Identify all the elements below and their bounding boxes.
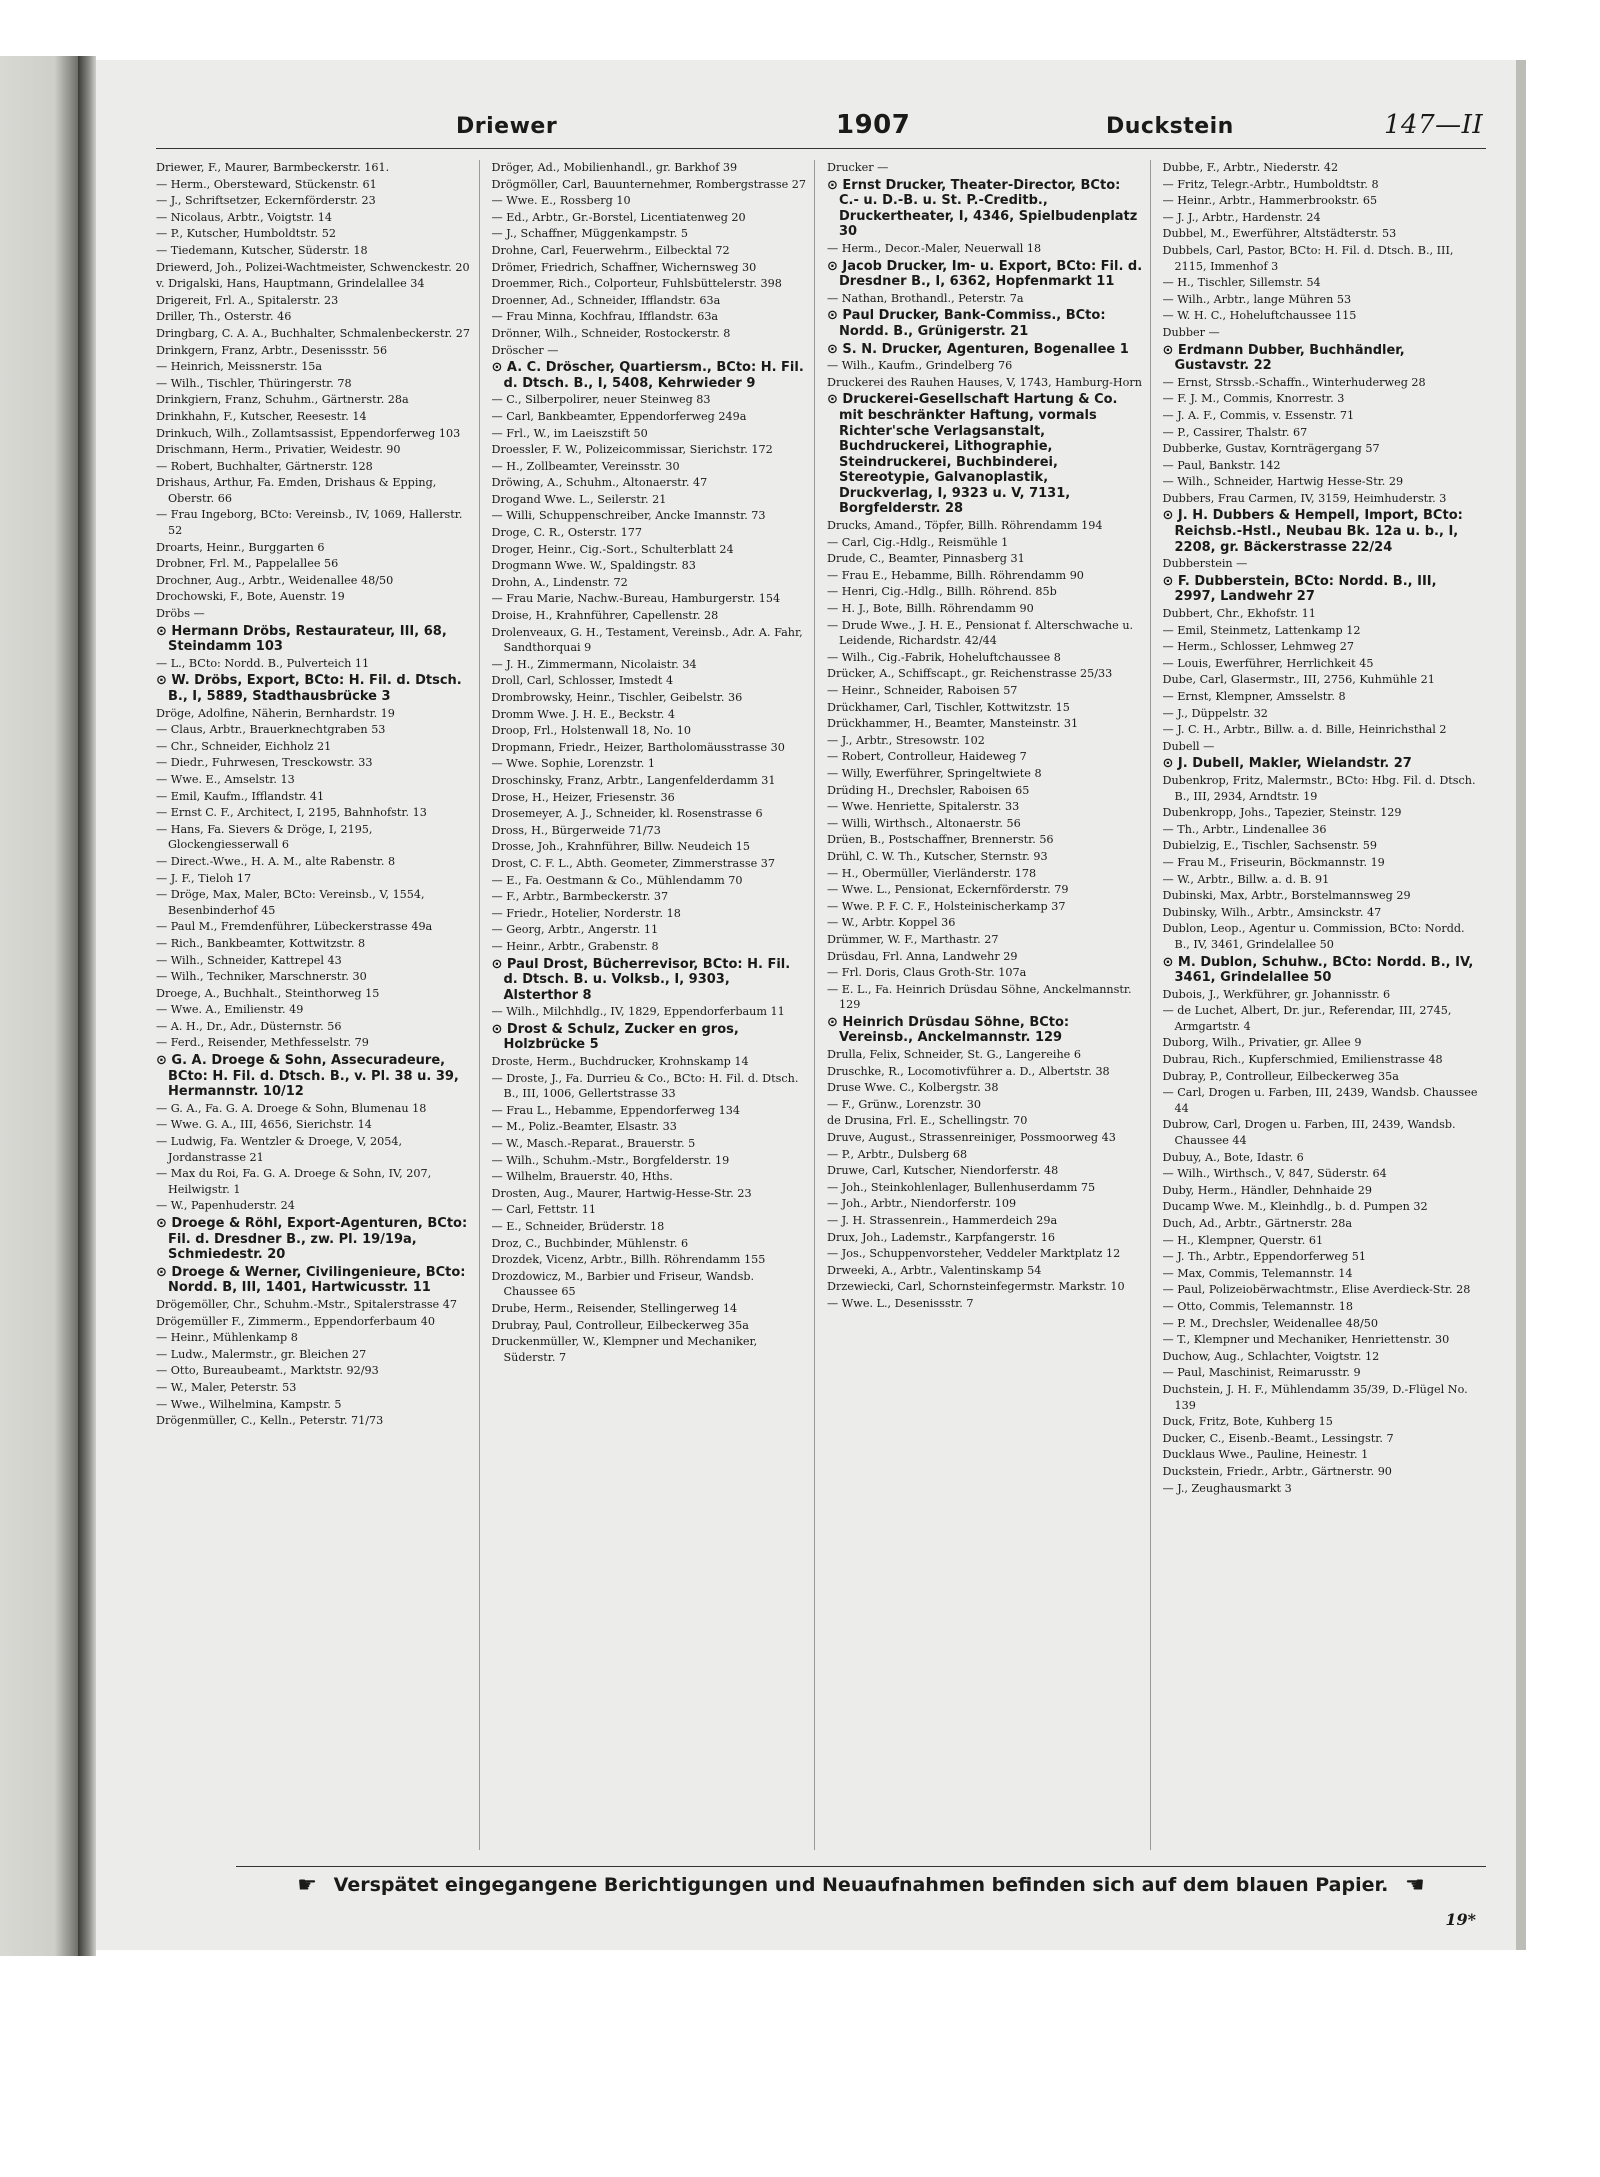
directory-entry: Drümmer, W. F., Marthastr. 27 — [827, 932, 999, 946]
directory-entry: ⊙ Druckerei-Gesellschaft Hartung & Co. mit beschränkter Haftung, vormals Richter'sche Verlagsanstalt, Buchdruckerei, Lithographie, Steindruckerei, Buchbinderei, Stereotypie, Galvanoplastik, Druckverlag, I, 9323 u. V, 7131, Borgfelderstr. 28 — [827, 392, 1118, 517]
directory-entry: — Diedr., Fuhrwesen, Tresckowstr. 33 — [156, 756, 373, 770]
directory-entry: Dubois, J., Werkführer, gr. Johannisstr. 6 — [1162, 987, 1391, 1001]
directory-entry: Druse Wwe. C., Kolbergstr. 38 — [827, 1081, 999, 1095]
directory-entry: de Drusina, Frl. E., Schellingstr. 70 — [827, 1114, 1028, 1128]
directory-entry: Dubell — — [1162, 739, 1215, 753]
directory-entry: Drombrowsky, Heinr., Tischler, Geibelstr. 36 — [491, 691, 743, 704]
directory-entry: — M., Poliz.-Beamter, Elsastr. 33 — [491, 1120, 677, 1134]
directory-entry: — Wwe. L., Pensionat, Eckernförderstr. 79 — [827, 883, 1069, 897]
directory-entry: Drozdek, Vicenz, Arbtr., Billh. Röhrendamm 155 — [491, 1253, 766, 1267]
directory-entry: — Tiedemann, Kutscher, Süderstr. 18 — [156, 243, 368, 257]
directory-entry: Dubbel, M., Ewerführer, Altstädterstr. 53 — [1162, 227, 1397, 241]
directory-entry: — Ludwig, Fa. Wentzler & Droege, V, 2054, Jordanstrasse 21 — [156, 1135, 403, 1164]
directory-entry: — Frl. Doris, Claus Groth-Str. 107a — [827, 966, 1027, 980]
book-spine — [78, 56, 96, 1956]
directory-page — [96, 60, 1526, 1950]
directory-entry: — Herm., Decor.-Maler, Neuerwall 18 — [827, 241, 1042, 255]
directory-entry: — Ed., Arbtr., Gr.-Borstel, Licentiatenweg 20 — [491, 210, 746, 224]
directory-entry: Drönner, Wilh., Schneider, Rostockerstr. 8 — [491, 326, 731, 340]
directory-entry: — Jos., Schuppenvorsteher, Veddeler Marktplatz 12 — [827, 1247, 1121, 1261]
directory-entry: — Frl., W., im Laeiszstift 50 — [491, 426, 648, 440]
directory-entry: — Wilh., Tischler, Thüringerstr. 78 — [156, 376, 352, 390]
directory-entry: — W. H. C., Hoheluftchaussee 115 — [1162, 309, 1357, 323]
directory-entry: — W., Papenhuderstr. 24 — [156, 1199, 295, 1213]
directory-entry: — Georg, Arbtr., Angerstr. 11 — [491, 923, 659, 937]
column-3 — [827, 160, 1151, 1850]
directory-entry: Drohn, A., Lindenstr. 72 — [491, 575, 628, 589]
directory-entry: — Carl, Drogen u. Farben, III, 2439, Wandsb. Chaussee 44 — [1162, 1086, 1478, 1115]
directory-entry: — H. J., Bote, Billh. Röhrendamm 90 — [827, 602, 1034, 616]
column-2 — [492, 160, 816, 1850]
directory-entry: — Louis, Ewerführer, Herrlichkeit 45 — [1162, 656, 1374, 670]
directory-entry: — Otto, Bureaubeamt., Marktstr. 92/93 — [156, 1364, 379, 1378]
directory-entry: — Carl, Cig.-Hdlg., Reismühle 1 — [827, 535, 1009, 549]
header-year: 1907 — [836, 110, 911, 140]
directory-entry: ⊙ F. Dubberstein, BCto: Nordd. B., III, 2997, Landwehr 27 — [1162, 573, 1437, 605]
directory-entry: — Wilh., Schneider, Hartwig Hesse-Str. 29 — [1162, 475, 1404, 489]
directory-entry: Droenner, Ad., Schneider, Ifflandstr. 63a — [491, 293, 721, 307]
directory-entry: — Wilh., Schuhm.-Mstr., Borgfelderstr. 19 — [491, 1153, 730, 1167]
directory-entry: Droop, Frl., Holstenwall 18, No. 10 — [491, 724, 692, 738]
directory-entry: — Joh., Arbtr., Niendorferstr. 109 — [827, 1197, 1017, 1211]
directory-entry: — J. A. F., Commis, v. Essenstr. 71 — [1162, 408, 1355, 422]
directory-entry: Drinkhahn, F., Kutscher, Reesestr. 14 — [156, 409, 367, 423]
directory-entry: Drögemüller F., Zimmerm., Eppendorferbaum 40 — [156, 1314, 435, 1328]
directory-entry: Ducklaus Wwe., Pauline, Heinestr. 1 — [1162, 1448, 1369, 1462]
directory-entry: Duborg, Wilh., Privatier, gr. Allee 9 — [1162, 1036, 1362, 1050]
directory-entry: Drozdowicz, M., Barbier und Friseur, Wandsb. Chaussee 65 — [491, 1269, 755, 1299]
directory-entry: Dross, H., Bürgerweide 71/73 — [491, 823, 661, 837]
directory-entry: v. Drigalski, Hans, Hauptmann, Grindelallee 34 — [156, 277, 425, 291]
directory-entry: Drweeki, A., Arbtr., Valentinskamp 54 — [827, 1263, 1042, 1277]
directory-entry: Dubenkrop, Fritz, Malermstr., BCto: Hbg. Fil. d. Dtsch. B., III, 2934, Arndtstr. 19 — [1162, 773, 1476, 803]
directory-columns — [156, 160, 1486, 1850]
directory-entry: Dubray, P., Controlleur, Eilbeckerweg 35a — [1162, 1069, 1399, 1083]
directory-entry: — W., Masch.-Reparat., Brauerstr. 5 — [491, 1137, 696, 1151]
directory-entry: ⊙ Paul Drost, Bücherrevisor, BCto: H. Fil. d. Dtsch. B. u. Volksb., I, 9303, Alsterthor 8 — [491, 956, 791, 1003]
directory-entry: — H., Obermüller, Vierländerstr. 178 — [827, 866, 1037, 880]
directory-entry: — Nicolaus, Arbtr., Voigtstr. 14 — [156, 210, 333, 224]
page-footer-notice — [236, 1866, 1486, 1907]
directory-entry: Druckenmüller, W., Klempner und Mechaniker, Süderstr. 7 — [491, 1335, 758, 1364]
directory-entry: — Wilh., Milchhdlg., IV, 1829, Eppendorferbaum 11 — [491, 1005, 785, 1019]
directory-entry: Drogmann Wwe. W., Spaldingstr. 83 — [491, 559, 696, 573]
directory-entry: Dröger, Ad., Mobilienhandl., gr. Barkhof 39 — [491, 161, 738, 174]
directory-entry: Dubinsky, Wilh., Arbtr., Amsinckstr. 47 — [1162, 905, 1382, 919]
directory-entry: — Heinr., Schneider, Raboisen 57 — [827, 684, 1018, 697]
directory-entry: — Wilh., Schneider, Kattrepel 43 — [156, 953, 342, 967]
directory-entry: — Paul M., Fremdenführer, Lübeckerstrasse 49a — [156, 920, 433, 934]
directory-entry: Droarts, Heinr., Burggarten 6 — [156, 540, 325, 554]
directory-entry: Dubbels, Carl, Pastor, BCto: H. Fil. d. Dtsch. B., III, 2115, Immenhof 3 — [1162, 243, 1454, 273]
directory-entry: Druschke, R., Locomotivführer a. D., Albertstr. 38 — [827, 1064, 1110, 1078]
directory-entry: Druve, August., Strassenreiniger, Possmoorweg 43 — [827, 1131, 1116, 1145]
directory-entry: Drinkgiern, Franz, Schuhm., Gärtnerstr. 28a — [156, 393, 409, 407]
footer-notice-text: Verspätet eingegangene Berichtigungen und Neuaufnahmen befinden sich auf dem blauen Papier. — [333, 1874, 1389, 1896]
directory-entry: — P. M., Drechsler, Weidenallee 48/50 — [1162, 1316, 1378, 1330]
directory-entry: ⊙ S. N. Drucker, Agenturen, Bogenallee 1 — [827, 341, 1129, 357]
directory-entry: Dropmann, Friedr., Heizer, Bartholomäusstrasse 30 — [491, 740, 785, 754]
directory-entry: — Willi, Wirthsch., Altonaerstr. 56 — [827, 816, 1021, 830]
header-last-name: Duckstein — [1106, 114, 1234, 139]
directory-entry: Drosse, Joh., Krahnführer, Billw. Neudeich 15 — [491, 840, 750, 854]
directory-entry: — Wwe., Wilhelmina, Kampstr. 5 — [156, 1397, 342, 1411]
directory-entry: Drinkuch, Wilh., Zollamtsassist, Eppendorferweg 103 — [156, 426, 461, 440]
directory-entry: Drude, C., Beamter, Pinnasberg 31 — [827, 552, 1025, 566]
directory-entry: ⊙ G. A. Droege & Sohn, Assecuradeure, BCto: H. Fil. d. Dtsch. B., v. Pl. 38 u. 39, Hermannstr. 10/12 — [156, 1053, 459, 1100]
directory-entry: — Hans, Fa. Sievers & Dröge, I, 2195, Glockengiesserwall 6 — [156, 822, 373, 852]
directory-entry: — Wilh., Wirthsch., V, 847, Süderstr. 64 — [1162, 1167, 1387, 1181]
directory-entry: — E., Fa. Oestmann & Co., Mühlendamm 70 — [491, 873, 743, 887]
directory-entry: — Robert, Controlleur, Haideweg 7 — [827, 750, 1027, 764]
directory-entry: — Heinr., Arbtr., Grabenstr. 8 — [491, 939, 659, 953]
directory-entry: Drose, H., Heizer, Friesenstr. 36 — [491, 790, 675, 804]
directory-entry: — T., Klempner und Mechaniker, Henriettenstr. 30 — [1162, 1333, 1450, 1347]
directory-entry: Dubrau, Rich., Kupferschmied, Emilienstrasse 48 — [1162, 1053, 1443, 1067]
directory-entry: Drubray, Paul, Controlleur, Eilbeckerweg 35a — [491, 1318, 749, 1332]
directory-entry: Drishaus, Arthur, Fa. Emden, Drishaus & Epping, Oberstr. 66 — [156, 476, 437, 505]
directory-entry: Drobner, Frl. M., Pappelallee 56 — [156, 557, 339, 571]
directory-entry: Droege, A., Buchhalt., Steinthorweg 15 — [156, 986, 380, 1000]
page-number: 147—II — [1384, 110, 1484, 140]
directory-entry: Drucks, Amand., Töpfer, Billh. Röhrendamm 194 — [827, 519, 1103, 533]
directory-entry: ⊙ Ernst Drucker, Theater-Director, BCto: C.- u. D.-B. u. St. P.-Creditb., Druckertheater, I, 4346, Spielbudenplatz 30 — [827, 177, 1138, 240]
directory-entry: Droll, Carl, Schlosser, Imstedt 4 — [491, 674, 674, 688]
directory-entry: — Frau Ingeborg, BCto: Vereinsb., IV, 1069, Hallerstr. 52 — [156, 508, 463, 538]
directory-entry: Druckerei des Rauhen Hauses, V, 1743, Hamburg-Horn — [827, 375, 1142, 389]
directory-entry: Dubuy, A., Bote, Idastr. 6 — [1162, 1150, 1304, 1164]
directory-entry: Drögenmüller, C., Kelln., Peterstr. 71/73 — [156, 1414, 384, 1428]
directory-entry: — Frau E., Hebamme, Billh. Röhrendamm 90 — [827, 568, 1084, 582]
directory-entry: — P., Cassirer, Thalstr. 67 — [1162, 425, 1308, 439]
directory-entry: Driewer, F., Maurer, Barmbeckerstr. 161. — [156, 161, 390, 174]
directory-entry: — J., Düppelstr. 32 — [1162, 706, 1268, 720]
directory-entry: — Joh., Steinkohlenlager, Bullenhuserdamm 75 — [827, 1180, 1096, 1194]
directory-entry: — G. A., Fa. G. A. Droege & Sohn, Blumenau 18 — [156, 1101, 427, 1115]
directory-entry: Ducker, C., Eisenb.-Beamt., Lessingstr. 7 — [1162, 1431, 1394, 1445]
directory-entry: Dubberke, Gustav, Kornträgergang 57 — [1162, 442, 1380, 456]
directory-entry: — Otto, Commis, Telemannstr. 18 — [1162, 1299, 1354, 1313]
directory-entry: Dubinski, Max, Arbtr., Borstelmannsweg 29 — [1162, 889, 1411, 903]
directory-entry: Drücker, A., Schiffscapt., gr. Reichenstrasse 25/33 — [827, 667, 1113, 681]
directory-entry: — Wwe. Henriette, Spitalerstr. 33 — [827, 800, 1020, 814]
directory-entry: Dubrow, Carl, Drogen u. Farben, III, 2439, Wandsb. Chaussee 44 — [1162, 1118, 1456, 1148]
directory-entry: — J., Schriftsetzer, Eckernförderstr. 23 — [156, 194, 376, 208]
directory-entry: — Nathan, Brothandl., Peterstr. 7a — [827, 291, 1024, 305]
directory-entry: Dublon, Leop., Agentur u. Commission, BCto: Nordd. B., IV, 3461, Grindelallee 50 — [1162, 922, 1465, 951]
directory-entry: Drinkgern, Franz, Arbtr., Desenissstr. 56 — [156, 343, 388, 357]
column-1 — [156, 160, 480, 1850]
directory-entry: Droz, C., Buchbinder, Mühlenstr. 6 — [491, 1236, 689, 1250]
directory-entry: — Max, Commis, Telemannstr. 14 — [1162, 1266, 1353, 1280]
directory-entry: — Max du Roi, Fa. G. A. Droege & Sohn, IV, 207, Heilwigstr. 1 — [156, 1167, 432, 1196]
directory-entry: — Wilh., Kaufm., Grindelberg 76 — [827, 359, 1013, 373]
directory-entry: ⊙ Paul Drucker, Bank-Commiss., BCto: Nordd. B., Grünigerstr. 21 — [827, 308, 1106, 339]
directory-entry: — Chr., Schneider, Eichholz 21 — [156, 739, 332, 753]
directory-entry: — Frau M., Friseurin, Böckmannstr. 19 — [1162, 855, 1385, 869]
directory-entry: Drohne, Carl, Feuerwehrm., Eilbecktal 72 — [491, 243, 730, 257]
directory-entry: Drüen, B., Postschaffner, Brennerstr. 56 — [827, 833, 1054, 847]
directory-entry: — F. J. M., Commis, Knorrestr. 3 — [1162, 392, 1345, 406]
directory-entry: Droise, H., Krahnführer, Capellenstr. 28 — [491, 609, 719, 623]
directory-entry: — Ernst, Strssb.-Schaffn., Winterhuderweg 28 — [1162, 375, 1426, 389]
directory-entry: Driller, Th., Osterstr. 46 — [156, 310, 292, 324]
directory-entry: — Fritz, Telegr.-Arbtr., Humboldtstr. 8 — [1162, 177, 1379, 191]
directory-entry: Drochowski, F., Bote, Auenstr. 19 — [156, 590, 345, 604]
directory-entry: — H., Klempner, Querstr. 61 — [1162, 1233, 1324, 1247]
pointing-hand-icon-right: ☚ — [1404, 1873, 1425, 1898]
directory-entry: — Frau L., Hebamme, Eppendorferweg 134 — [491, 1103, 740, 1117]
directory-entry: Drömer, Friedrich, Schaffner, Wichernsweg 30 — [491, 260, 757, 274]
directory-entry: — W., Arbtr., Billw. a. d. B. 91 — [1162, 872, 1330, 886]
directory-entry: — E., Schneider, Brüderstr. 18 — [491, 1220, 665, 1233]
column-4 — [1163, 160, 1487, 1850]
pointing-hand-icon: ☛ — [297, 1873, 318, 1898]
directory-entry: — Heinr., Arbtr., Hammerbrookstr. 65 — [1162, 194, 1378, 208]
directory-entry: — Henri, Cig.-Hdlg., Billh. Röhrend. 85b — [827, 585, 1057, 599]
directory-entry: ⊙ J. Dubell, Makler, Wielandstr. 27 — [1162, 756, 1412, 772]
directory-entry: — de Luchet, Albert, Dr. jur., Referendar, III, 2745, Armgartstr. 4 — [1162, 1004, 1452, 1033]
directory-entry: — Wwe. G. A., III, 4656, Sierichstr. 14 — [156, 1118, 372, 1132]
directory-entry: — Wilh., Cig.-Fabrik, Hoheluftchaussee 8 — [827, 650, 1061, 664]
directory-entry: — Wwe. L., Desenissstr. 7 — [827, 1296, 974, 1310]
directory-entry: — Ernst C. F., Architect, I, 2195, Bahnhofstr. 13 — [156, 806, 427, 820]
directory-entry: ⊙ Hermann Dröbs, Restaurateur, III, 68, Steindamm 103 — [156, 623, 447, 655]
directory-entry: Dube, Carl, Glasermstr., III, 2756, Kuhmühle 21 — [1162, 673, 1435, 687]
directory-entry: — Claus, Arbtr., Brauerknechtgraben 53 — [156, 723, 386, 737]
directory-entry: — P., Arbtr., Dulsberg 68 — [827, 1147, 968, 1161]
directory-entry: — Ferd., Reisender, Methfesselstr. 79 — [156, 1036, 369, 1050]
directory-entry: — J. Th., Arbtr., Eppendorferweg 51 — [1162, 1250, 1366, 1264]
directory-entry: Duck, Fritz, Bote, Kuhberg 15 — [1162, 1415, 1333, 1429]
directory-entry: ⊙ Jacob Drucker, Im- u. Export, BCto: Fil. d. Dresdner B., I, 6362, Hopfenmarkt 11 — [827, 258, 1143, 290]
directory-entry: — Emil, Kaufm., Ifflandstr. 41 — [156, 789, 325, 803]
directory-entry: Drosemeyer, A. J., Schneider, kl. Rosenstrasse 6 — [491, 807, 763, 821]
directory-entry: Ducamp Wwe. M., Kleinhdlg., b. d. Pumpen 32 — [1162, 1200, 1428, 1214]
directory-entry: Dröwing, A., Schuhm., Altonaerstr. 47 — [491, 476, 708, 490]
directory-entry: — Emil, Steinmetz, Lattenkamp 12 — [1162, 623, 1361, 637]
directory-entry: — Heinr., Mühlenkamp 8 — [156, 1331, 298, 1345]
directory-entry: — Wwe. A., Emilienstr. 49 — [156, 1003, 304, 1017]
directory-entry: Dubber — — [1162, 325, 1220, 339]
directory-entry: — Wwe. E., Amselstr. 13 — [156, 772, 295, 786]
directory-entry: Droemmer, Rich., Colporteur, Fuhlsbüttelerstr. 398 — [491, 277, 782, 291]
directory-entry: Drucker — — [827, 161, 889, 174]
directory-entry: Drögmöller, Carl, Bauunternehmer, Rombergstrasse 27 — [491, 177, 807, 191]
directory-entry: Drux, Joh., Lademstr., Karpfangerstr. 16 — [827, 1230, 1055, 1244]
directory-entry: — Ludw., Malermstr., gr. Bleichen 27 — [156, 1347, 367, 1361]
directory-entry: — Paul, Polizeiobërwachtmstr., Elise Averdieck-Str. 28 — [1162, 1283, 1471, 1297]
directory-entry: — Direct.-Wwe., H. A. M., alte Rabenstr. 8 — [156, 854, 396, 868]
directory-entry: — Wwe. P. F. C. F., Holsteinischerkamp 37 — [827, 899, 1066, 913]
directory-entry: — Ernst, Klempner, Amsselstr. 8 — [1162, 690, 1346, 703]
directory-entry: Duckstein, Friedr., Arbtr., Gärtnerstr. 90 — [1162, 1464, 1392, 1478]
directory-entry: Drückhamer, Carl, Tischler, Kottwitzstr. 15 — [827, 700, 1070, 714]
directory-entry: — J. H. Strassenrein., Hammerdeich 29a — [827, 1214, 1058, 1227]
directory-entry: — F., Arbtr., Barmbeckerstr. 37 — [491, 890, 669, 904]
previous-page-edge — [0, 56, 78, 1956]
directory-entry: — Carl, Bankbeamter, Eppendorferweg 249a — [491, 409, 747, 423]
directory-entry: Dröbs — — [156, 607, 205, 621]
directory-entry: — H., Tischler, Sillemstr. 54 — [1162, 276, 1321, 290]
directory-entry: Duchow, Aug., Schlachter, Voigtstr. 12 — [1162, 1349, 1380, 1363]
directory-entry: Drochner, Aug., Arbtr., Weidenallee 48/50 — [156, 573, 394, 587]
directory-entry: Dubberstein — — [1162, 557, 1248, 571]
directory-entry: Duchstein, J. H. F., Mühlendamm 35/39, D.-Flügel No. 139 — [1162, 1382, 1468, 1412]
directory-entry: ⊙ Droege & Werner, Civilingenieure, BCto: Nordd. B, III, 1401, Hartwicusstr. 11 — [156, 1264, 466, 1296]
directory-entry: Drzewiecki, Carl, Schornsteinfegermstr. Markstr. 10 — [827, 1280, 1125, 1294]
directory-entry: — Herm., Schlosser, Lehmweg 27 — [1162, 640, 1355, 654]
directory-entry: Druwe, Carl, Kutscher, Niendorferstr. 48 — [827, 1164, 1059, 1178]
directory-entry: — Carl, Fettstr. 11 — [491, 1203, 596, 1217]
directory-entry: — J., Schaffner, Müggenkampstr. 5 — [491, 227, 688, 241]
directory-entry: — Th., Arbtr., Lindenallee 36 — [1162, 822, 1327, 836]
directory-entry: — Drude Wwe., J. H. E., Pensionat f. Alterschwache u. Leidende, Richardstr. 42/44 — [827, 618, 1134, 648]
directory-entry: Drüsdau, Frl. Anna, Landwehr 29 — [827, 949, 1018, 963]
directory-entry: Duch, Ad., Arbtr., Gärtnerstr. 28a — [1162, 1217, 1353, 1230]
directory-entry: Dröge, Adolfine, Näherin, Bernhardstr. 19 — [156, 706, 395, 720]
directory-entry: — Heinrich, Meissnerstr. 15a — [156, 360, 323, 374]
directory-entry: — Robert, Buchhalter, Gärtnerstr. 128 — [156, 459, 373, 473]
directory-entry: — A. H., Dr., Adr., Düsternstr. 56 — [156, 1019, 342, 1033]
directory-entry: Dröscher — — [491, 343, 559, 357]
directory-entry: — Willy, Ewerführer, Springeltwiete 8 — [827, 766, 1042, 780]
directory-entry: ⊙ J. H. Dubbers & Hempell, Import, BCto: Reichsb.-Hstl., Neubau Bk. 12a u. b., I, 2208, gr. Bäckerstrasse 22/24 — [1162, 508, 1463, 555]
directory-entry: Dubbers, Frau Carmen, IV, 3159, Heimhuderstr. 3 — [1162, 491, 1447, 505]
directory-entry: ⊙ Erdmann Dubber, Buchhändler, Gustavstr. 22 — [1162, 342, 1405, 374]
directory-entry: — Wwe. E., Rossberg 10 — [491, 194, 631, 208]
directory-entry: — P., Kutscher, Humboldtstr. 52 — [156, 227, 336, 241]
directory-entry: ⊙ Heinrich Drüsdau Söhne, BCto: Vereinsb., Anckelmannstr. 129 — [827, 1014, 1070, 1046]
directory-entry: Dubbert, Chr., Ekhofstr. 11 — [1162, 607, 1316, 621]
directory-entry: — J., Zeughausmarkt 3 — [1162, 1481, 1292, 1495]
directory-entry: Drüding H., Drechsler, Raboisen 65 — [827, 783, 1030, 797]
directory-entry: ⊙ M. Dublon, Schuhw., BCto: Nordd. B., IV, 3461, Grindelallee 50 — [1162, 954, 1474, 986]
directory-entry: Duby, Herm., Händler, Dehnhaide 29 — [1162, 1183, 1373, 1197]
page-header — [156, 108, 1486, 149]
directory-entry: Drigereit, Frl. A., Spitalerstr. 23 — [156, 293, 339, 307]
directory-entry: Dringbarg, C. A. A., Buchhalter, Schmalenbeckerstr. 27 — [156, 326, 470, 340]
directory-entry: Droge, C. R., Osterstr. 177 — [491, 526, 643, 540]
directory-entry: — Wilhelm, Brauerstr. 40, Hths. — [491, 1170, 673, 1184]
directory-entry: — Frau Marie, Nachw.-Bureau, Hamburgerstr. 154 — [491, 592, 781, 606]
directory-entry: Drost, C. F. L., Abth. Geometer, Zimmerstrasse 37 — [491, 856, 776, 870]
directory-entry: Drulla, Felix, Schneider, St. G., Langereihe 6 — [827, 1048, 1081, 1062]
directory-entry: — Wilh., Arbtr., lange Mühren 53 — [1162, 292, 1352, 306]
directory-entry: Drückhammer, H., Beamter, Mansteinstr. 31 — [827, 717, 1079, 731]
directory-entry: ⊙ Drost & Schulz, Zucker en gros, Holzbrücke 5 — [491, 1021, 739, 1053]
directory-entry: ⊙ Droege & Röhl, Export-Agenturen, BCto: Fil. d. Dresdner B., zw. Pl. 19/19a, Schmiedestr. 20 — [156, 1216, 468, 1263]
directory-entry: — J. C. H., Arbtr., Billw. a. d. Bille, Heinrichsthal 2 — [1162, 723, 1447, 737]
directory-entry: Droste, Herm., Buchdrucker, Krohnskamp 14 — [491, 1055, 749, 1069]
directory-entry: Drosten, Aug., Maurer, Hartwig-Hesse-Str. 23 — [491, 1186, 752, 1200]
directory-entry: Dromm Wwe. J. H. E., Beckstr. 4 — [491, 707, 676, 721]
directory-entry: — Wwe. Sophie, Lorenzstr. 1 — [491, 757, 655, 771]
directory-entry: Drögemöller, Chr., Schuhm.-Mstr., Spitalerstrasse 47 — [156, 1297, 457, 1311]
directory-entry: Dubbe, F., Arbtr., Niederstr. 42 — [1162, 161, 1339, 174]
directory-entry: — C., Silberpolirer, neuer Steinweg 83 — [491, 393, 711, 407]
directory-entry: — J. J., Arbtr., Hardenstr. 24 — [1162, 210, 1321, 224]
directory-entry: Droessler, F. W., Polizeicommissar, Sierichstr. 172 — [491, 443, 773, 457]
directory-entry: — Willi, Schuppenschreiber, Ancke Imannstr. 73 — [491, 509, 766, 523]
directory-entry: — Wilh., Techniker, Marschnerstr. 30 — [156, 970, 367, 984]
directory-entry: — H., Zollbeamter, Vereinsstr. 30 — [491, 459, 680, 473]
directory-entry: — F., Grünw., Lorenzstr. 30 — [827, 1097, 981, 1111]
directory-entry: ⊙ A. C. Dröscher, Quartiersm., BCto: H. Fil. d. Dtsch. B., I, 5408, Kehrwieder 9 — [491, 360, 804, 391]
directory-entry: Drogand Wwe. L., Seilerstr. 21 — [491, 492, 667, 506]
directory-entry: — W., Maler, Peterstr. 53 — [156, 1380, 297, 1394]
directory-entry: — L., BCto: Nordd. B., Pulverteich 11 — [156, 656, 370, 670]
directory-entry: — Rich., Bankbeamter, Kottwitzstr. 8 — [156, 936, 366, 950]
directory-entry: Dubenkropp, Johs., Tapezier, Steinstr. 129 — [1162, 806, 1402, 820]
directory-entry: — Droste, J., Fa. Durrieu & Co., BCto: H. Fil. d. Dtsch. B., III, 1006, Gellertstrasse 33 — [491, 1071, 799, 1101]
directory-entry: Dubielzig, E., Tischler, Sachsenstr. 59 — [1162, 839, 1377, 853]
printer-signature: 19* — [1445, 1910, 1476, 1929]
directory-entry: — Paul, Maschinist, Reimarusstr. 9 — [1162, 1366, 1361, 1380]
directory-entry: — Friedr., Hotelier, Norderstr. 18 — [491, 906, 681, 920]
directory-entry: — Herm., Obersteward, Stückenstr. 61 — [156, 177, 377, 191]
directory-entry: — J. H., Zimmermann, Nicolaistr. 34 — [491, 657, 697, 671]
header-first-name: Driewer — [456, 114, 558, 139]
directory-entry: Drühl, C. W. Th., Kutscher, Sternstr. 93 — [827, 849, 1048, 863]
directory-entry: Droger, Heinr., Cig.-Sort., Schulterblatt 24 — [491, 542, 734, 556]
directory-entry: — Dröge, Max, Maler, BCto: Vereinsb., V, 1554, Besenbinderhof 45 — [156, 888, 425, 917]
directory-entry: — Paul, Bankstr. 142 — [1162, 458, 1281, 472]
directory-entry: — E. L., Fa. Heinrich Drüsdau Söhne, Anckelmannstr. 129 — [827, 982, 1132, 1012]
directory-entry: — Frau Minna, Kochfrau, Ifflandstr. 63a — [491, 310, 719, 324]
directory-entry: ⊙ W. Dröbs, Export, BCto: H. Fil. d. Dtsch. B., I, 5889, Stadthausbrücke 3 — [156, 673, 462, 704]
directory-entry: — J., Arbtr., Stresowstr. 102 — [827, 733, 985, 747]
directory-entry: — W., Arbtr. Koppel 36 — [827, 916, 956, 930]
directory-entry: Droschinsky, Franz, Arbtr., Langenfelderdamm 31 — [491, 773, 776, 787]
directory-entry: Drischmann, Herm., Privatier, Weidestr. 90 — [156, 443, 401, 457]
directory-entry: — J. F., Tieloh 17 — [156, 871, 252, 885]
directory-entry: Drube, Herm., Reisender, Stellingerweg 14 — [491, 1301, 738, 1315]
directory-entry: Drolenveaux, G. H., Testament, Vereinsb., Adr. A. Fahr, Sandthorquai 9 — [491, 625, 803, 655]
directory-entry: Driewerd, Joh., Polizei-Wachtmeister, Schwenckestr. 20 — [156, 260, 470, 274]
